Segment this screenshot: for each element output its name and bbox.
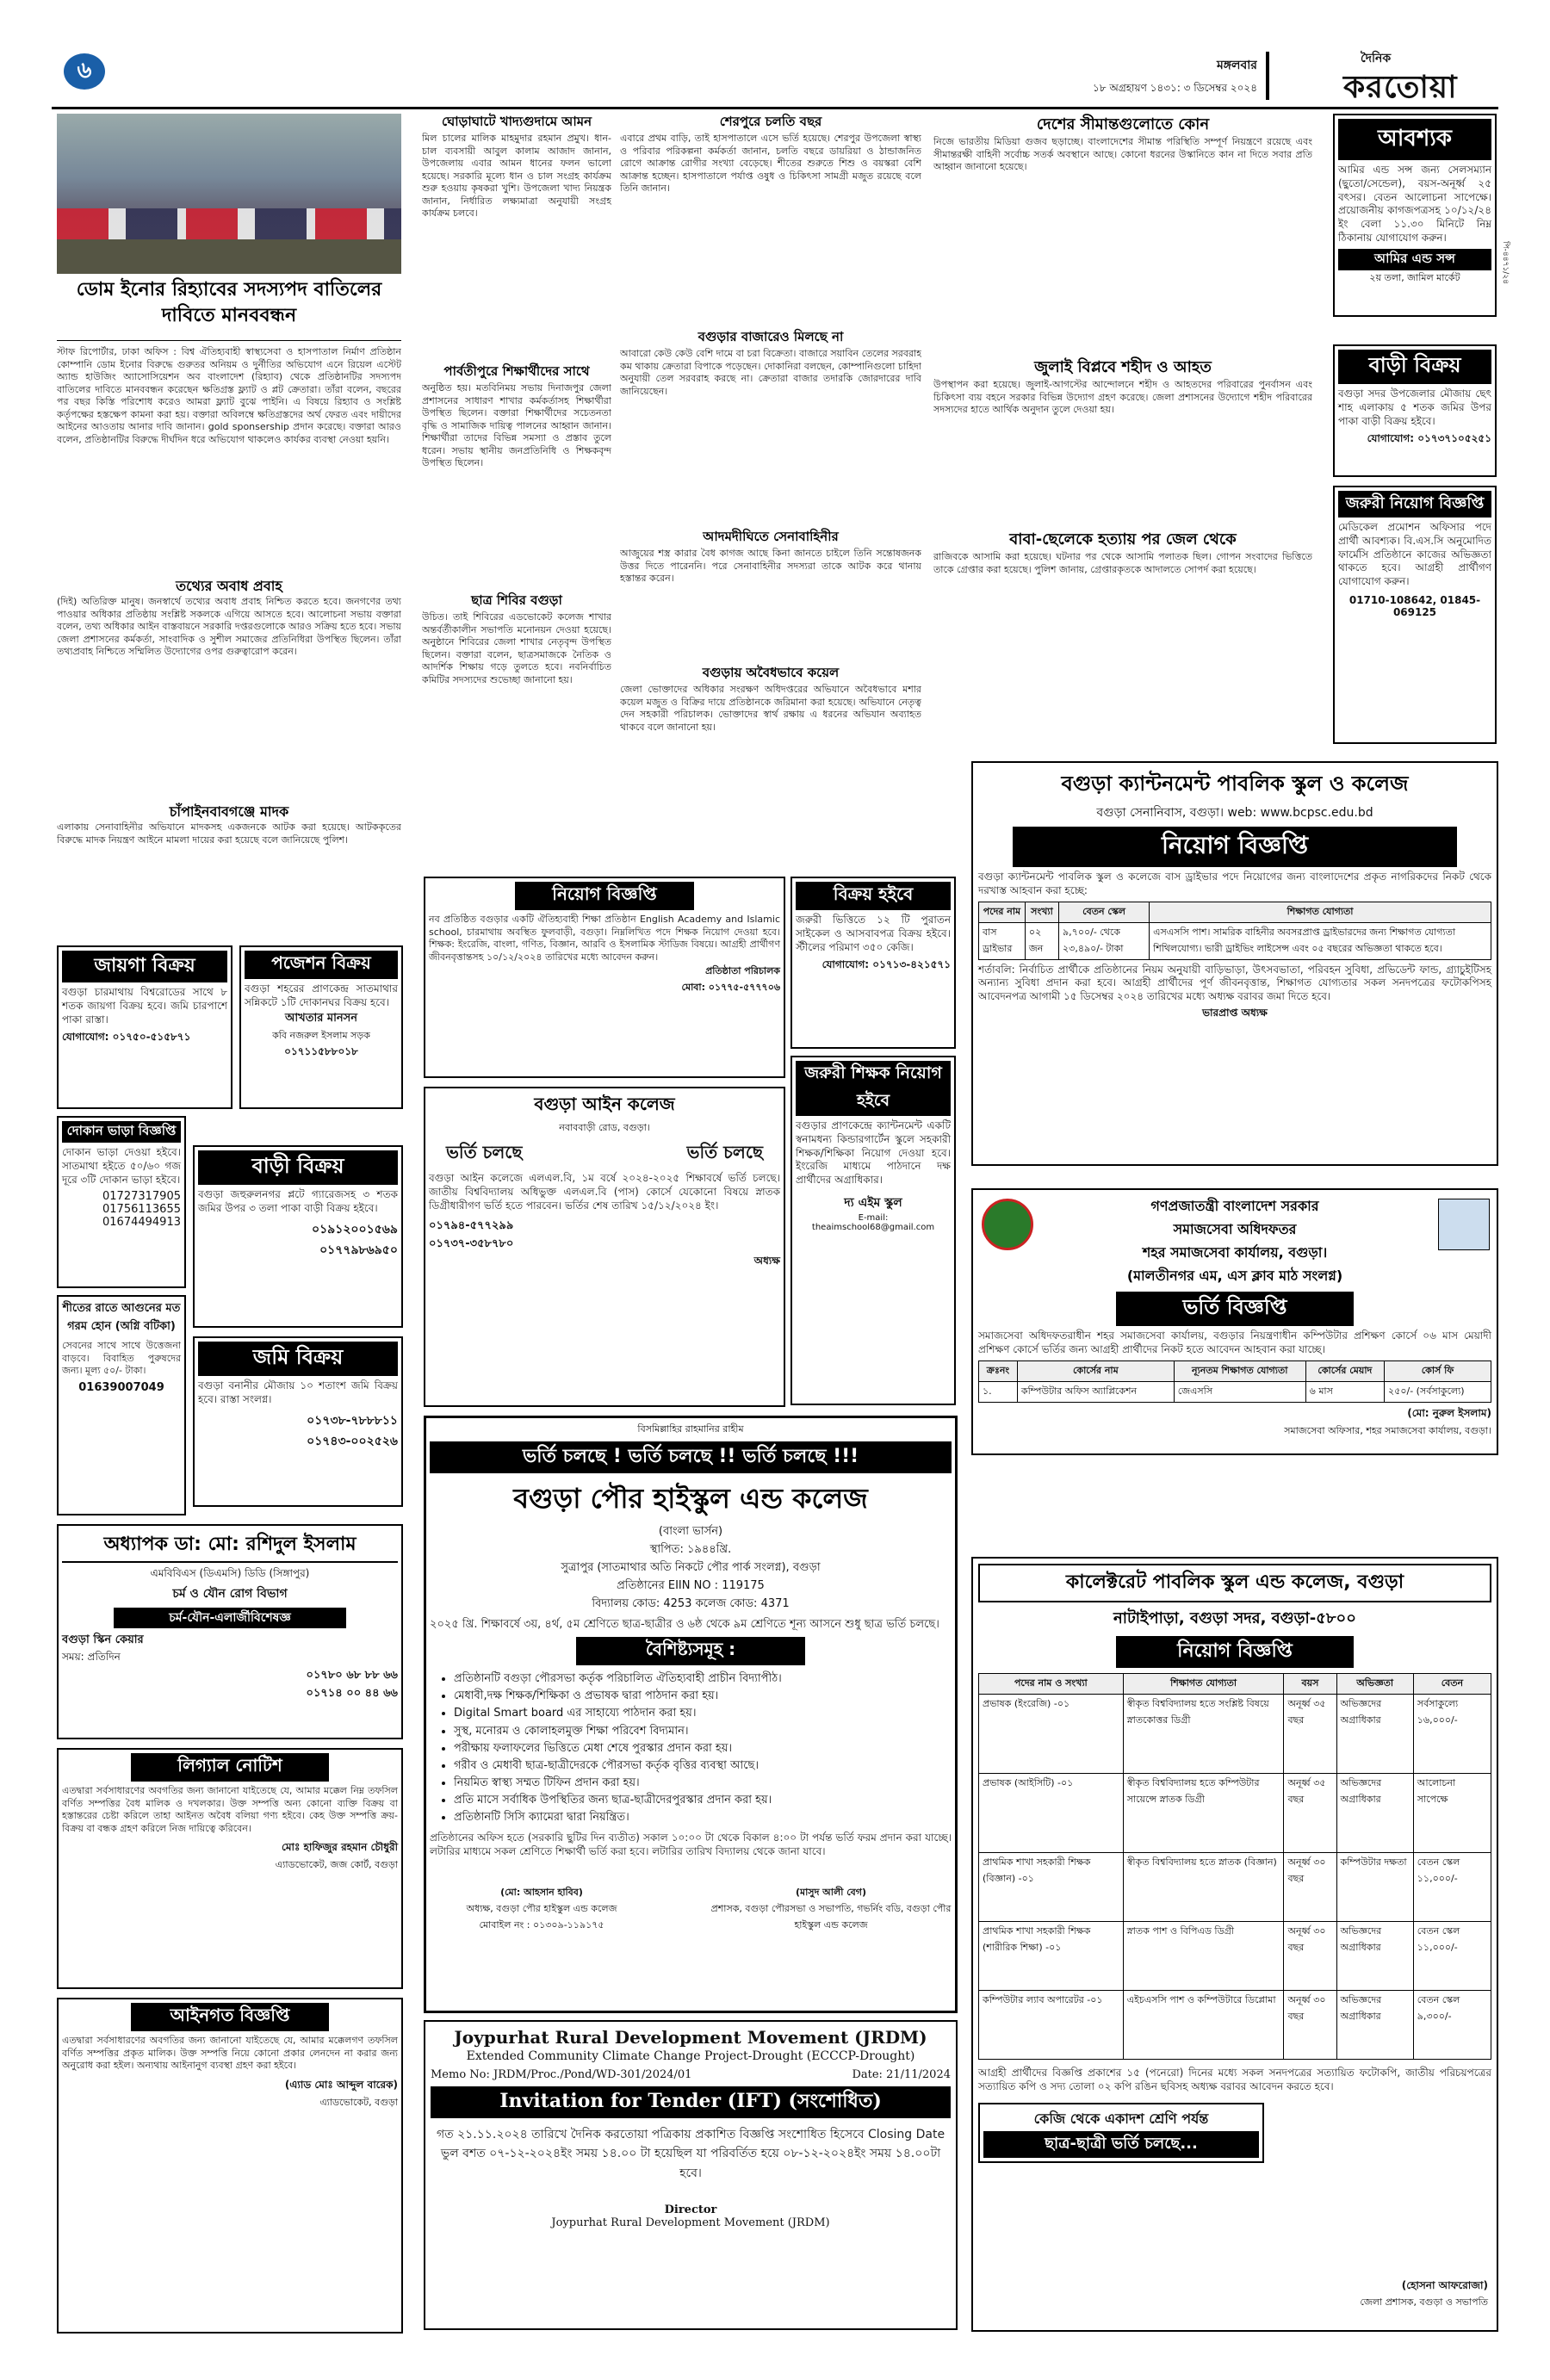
shikkhok-email: E-mail: theaimschool68@gmail.com [811,1213,935,1233]
ad-ain-body: এতদ্বারা সর্বসাধারণের অবগতির জন্য জানানো যাইতেছে যে, আমার মক্কেলগণ তফসিল বর্ণিত সম্পত্তির প্রকৃত মালিক। উক্ত সম্পত্তি নিয়ে কোনো প্রকার লেনদেন না করার জন্য অনুরোধ করা হইল। অন্যথায় আইনানুগ ব্যবস্থা গ্রহণ করা হইবে। [62,2035,398,2072]
ad-pourohigh [424,1416,958,2013]
law-band-right: ভর্তি চলছে [686,1142,763,1162]
list-item: • মেধাবী,দক্ষ শিক্ষক/শিক্ষিকা ও প্রভাষক দ্বারা পাঠদান করা হয়। [454,1688,952,1705]
ad-bari-bikroy-2 [1333,344,1497,477]
collectorate-sign: (হোসনা আফরোজা) [1401,2279,1488,2291]
newspaper-logo-small: দৈনিক [1361,52,1392,65]
ad-pozesson-body: বগুড়া শহরের প্রাণকেন্দ্র সাতমাথার সন্নিকটে ১টি দোকানঘর বিক্রয় হবে। [245,982,398,1008]
ad-shit-phone: 01639007049 [78,1380,164,1394]
story-coil-body: জেলা ভোক্তাদের অধিকার সংরক্ষণ অধিদপ্তরের অভিযানে অবৈধভাবে মশার কয়েল মজুত ও বিক্রির দায়ে প্রতিষ্ঠানকে জরিমানা করা হয়েছে। অভিযানে নেতৃত্ব দেন সহকারী পরিচালক। ভোক্তাদের স্বার্থ রক্ষায় এ ধরনের অভিযান অব্যাহত থাকবে বলে জানানো হয়। [620,684,921,733]
pourohigh-bismillah: বিসমিল্লাহির রাহমানির রাহীম [637,1423,744,1435]
pourohigh-phone-left: মোবাইল নং : ০১৩০৯-১১৯১৭৫ [479,1919,604,1931]
ad-jorurhi-body: মেডিকেল প্রমোশন অফিসার পদে প্রার্থী আবশ্যক। বি.এস.সি অনুমোদিত ফার্মেসি প্রতিষ্ঠানে কাজের অভিজ্ঞতা থাকতে হবে। আগ্রহী প্রার্থীগণ যোগাযোগ করুন। [1338,521,1491,588]
headline-baba-chhele: বাবা-ছেলেকে হত্যায় পর জেল থেকে [1009,530,1237,549]
pourohigh-sub2: স্থাপিত: ১৯৪৪খ্রি. [649,1543,732,1556]
ad-bikroy-hobe [790,877,956,1049]
ad-bari-bikroy-1 [193,1145,403,1328]
law-sign: অধ্যক্ষ [753,1255,780,1267]
story-tottho-body: (দিই) অতিরিক্ত মানুষ। জনস্বার্থে তথ্যের অবাধ প্রবাহ নিশ্চিত করতে হবে। জনগণের তথ্য পাওয়ার অধিকার প্রতিষ্ঠায় সংশ্লিষ্ট সকলকে এগিয়ে আসতে হবে। আলোচনা সভায় বক্তারা বলেন, তথ্য অধিকার আইন বাস্তবায়নে সরকারি দপ্তরগুলোকে আরও সক্রিয় হতে হবে। সভায় জেলা প্রশাসনের কর্মকর্তা, সাংবাদিক ও সুশীল সমাজের প্রতিনিধিরা উপস্থিত ছিলেন। তাঁরা তথ্যপ্রবাহ নিশ্চিতে সম্মিলিত উদ্যোগের ওপর গুরুত্বারোপ করেন। [57,596,401,658]
table-row: প্রভাষক (আইসিটি) -০১ স্বীকৃত বিশ্ববিদ্যালয় হতে কম্পিউটার সায়েন্সে স্নাতক ডিগ্রী অনূর্ধ্ব ৩৫ বছর অভিজ্ঞদের অগ্রাধিকার আলোচনা সাপেক্ষে [979,1774,1491,1853]
bikroy-hobe-body: জরুরী ভিত্তিতে ১২ টি পুরাতন সাইকেল ও আসবাবপত্র বিক্রয় হইবে। স্টীলের পরিমাণ ৩৫০ কেজি। [796,914,951,953]
niyog-mid-sign: প্রতিষ্ঠাতা পরিচালক [705,965,780,977]
pourohigh-eiin: প্রতিষ্ঠানের EIIN NO : 119175 [617,1579,765,1592]
ad-jomi-title: জমি বিক্রয় [198,1342,398,1376]
story-chhatra-shibir-body: উচিত। তাই শিবিরের এডভোকেট কলেজ শাখার অন্তর্বর্তীকালীন সভাপতি মনোনয়ন দেওয়া হয়েছে। অনুষ্ঠানে শিবিরের জেলা শাখার নেতৃবৃন্দ উপস্থিত ছিলেন। বক্তারা বলেন, ছাত্রসমাজকে নৈতিক ও আদর্শিক শিক্ষায় গড়ে তুলতে হবে। নবনির্বাচিত কমিটির সদস্যদের শুভেচ্ছা জানানো হয়। [422,611,611,685]
pourohigh-role-left: অধ্যক্ষ, বগুড়া পৌর হাইস্কুল এন্ড কলেজ [466,1903,617,1915]
ad-abashyak-body: আমির এন্ড সন্স জন্য সেলসম্যান (ছুতো/সেন্ডেল), বয়স-অনূর্ধ্ব ২৫ বৎসর। বেতন আলোচনা সাপেক্ষে। প্রয়োজনীয় কাগজপত্রসহ ১০/১২/২৪ ইং বেলা ১১.৩০ মিনিটে নিম্ন ঠিকানায় যোগাযোগ করুন। [1338,164,1491,245]
law-addr: নবাববাড়ী রোড, বগুড়া। [559,1122,650,1133]
cantonment-sub: বগুড়া সেনানিবাস, বগুড়া। web: www.bcpsc.edu.bd [1096,806,1373,820]
collectorate-role: জেলা প্রশাসক, বগুড়া ও সভাপতি [1360,2296,1488,2308]
ad-abashyak-name: আমির এন্ড সন্স [1338,249,1491,270]
niyog-mid-body: নব প্রতিষ্ঠিত বগুড়ার একটি ঐতিহ্যবাহী শিক্ষা প্রতিষ্ঠান English Academy and Islamic school, চারমাথায় অবস্থিত ফুলবাড়ী, বগুড়া। নিম্নলিখিত পদে শিক্ষক নিয়োগ দেওয়া হবে। শিক্ষক: ইংরেজি, বাংলা, গণিত, বিজ্ঞান, আরবি ও ইসলামিক স্টাডিজ বিষয়ে। আগ্রহী প্রার্থীগণ জীবনবৃত্তান্তসহ ১০/১২/২০২৪ তারিখের মধ্যে আবেদন করুন। [429,914,780,963]
headline-dom: ডোম ইনোর রিহ্যাবের সদস্যপদ বাতিলের দাবিতে মানববন্ধন [57,277,401,341]
ad-abashyak [1333,114,1497,317]
ad-dokan-title: দোকান ভাড়া বিজ্ঞপ্তি [62,1121,181,1143]
pourohigh-band: ভর্তি চলছে ! ভর্তি চলছে !! ভর্তি চলছে !!! [430,1441,952,1473]
ad-jayga-body: বগুড়া চারমাথায় বিশ্বরোডের সাথে ৮ শতক জায়গা বিক্রয় হবে। জমি চারপাশে পাকা রাস্তা। [62,986,227,1026]
headline-coil: বগুড়ায় অবৈধভাবে কয়েল [702,665,840,680]
ad-jomi-body: বগুড়া বনানীর মৌজায় ১০ শতাংশ জমি বিক্রয় হবে। রাস্তা সংলগ্ন। [198,1379,398,1405]
ad-bari1-title: বাড়ী বিক্রয় [198,1150,398,1185]
jrdm-org: Joypurhat Rural Development Movement (JRDM) [551,2216,830,2230]
ad-dokan-phone-2: 01756113655 [102,1203,181,1217]
collectorate-admission-box [978,2103,1264,2163]
law-phone-1: ০১৭৯৪-৫৭৭২৯৯ [429,1219,514,1233]
shikkhok-name: দ্য এইম স্কুল [844,1196,902,1211]
ad-bari1-phone-1: ০১৯১২০০১৫৬৯ [311,1222,398,1236]
ad-ain-role: এ্যাডভোকেট, বগুড়া [319,2096,398,2108]
ad-pozesson-name: আখতার মানসন [285,1011,357,1025]
jrdm-title: Joypurhat Rural Development Movement (JRDM) [454,2027,927,2048]
ad-ain-sign: (এ্যাড মোঃ আব্দুল বারেক) [284,2078,398,2091]
ad-jayga-bikroy [57,945,232,1109]
collectorate-admit-body: ছাত্র-ছাত্রী ভর্তি চলছে... [983,2131,1259,2158]
news-photo [57,114,401,274]
ad-bari2-body: বগুড়া সদর উপজেলার মৌজায় ছেৎ শাহ এলাকায় ৫ শতক জমির উপর পাকা বাড়ী বিক্রয় হইবে। [1338,387,1491,427]
table-row: প্রাথমিক শাখা সহকারী শিক্ষক (শারীরিক শিক্ষা) -০১ স্নাতক পাশ ও বিপিএড ডিগ্রী অনূর্ধ্ব ৩০ বছর অভিজ্ঞদের অগ্রাধিকার বেতন স্কেল ১১,০০০/- [979,1922,1491,1991]
headline-chapai: চাঁপাইনবাবগঞ্জে মাদক [169,803,289,820]
story-border-body: নিজে ভারতীয় মিডিয়া গুজব ছড়াচ্ছে। বাংলাদেশের সীমান্ত পরিস্থিতি সম্পূর্ণ নিয়ন্ত্রণে রয়েছে এবং সীমান্তরক্ষী বাহিনী সর্বোচ্চ সতর্ক অবস্থানে আছে। কোনো ধরনের উস্কানিতে কান না দিতে সবার প্রতি আহ্বান জানানো হয়েছে। [933,136,1312,173]
cantonment-band: নিয়োগ বিজ্ঞপ্তি [1013,827,1457,867]
ad-legal-body: এতদ্বারা সর্বসাধারণের অবগতির জন্য জানানো যাইতেছে যে, আমার মক্কেল নিম্ন তফসিল বর্ণিত সম্পত্তির বৈধ মালিক ও দখলকার। উক্ত সম্পত্তি অন্য কোনো ব্যক্তি বিক্রয় বা হস্তান্তরের চেষ্টা করিলে তাহা আইনত অবৈধ বলিয়া গণ্য হইবে। কেহ উক্ত সম্পত্তি ক্রয়-বিক্রয় বা বন্ধক গ্রহণ করিলে নিজ দায়িত্বে করিবেন। [62,1785,398,1834]
story-parbatipur-body: অনুষ্ঠিত হয়। মতবিনিময় সভায় দিনাজপুর জেলা প্রশাসনের সাধারণ শাখার কর্মকর্তাসহ শিক্ষার্থীরা উপস্থিত ছিলেন। বক্তারা শিক্ষার্থীদের সচেতনতা বৃদ্ধি ও সামাজিক দায়িত্ব পালনের আহ্বান জানান। শিক্ষার্থীরা তাদের বিভিন্ন সমস্যা ও প্রস্তাব তুলে ধরেন। সভায় স্থানীয় জনপ্রতিনিধি ও শিক্ষকবৃন্দ উপস্থিত ছিলেন। [422,382,611,469]
ad-adhyapok-phone-2: ০১৭১৪ ০০ ৪৪ ৬৬ [306,1687,398,1700]
ad-legal-title: লিগ্যাল নোটিশ [131,1753,329,1782]
list-item: • গরীব ও মেধাবী ছাত্র-ছাত্রীদেরকে পৌরসভা কর্তৃক বৃত্তির ব্যবস্থা আছে। [454,1757,952,1775]
newspaper-logo [1274,50,1498,102]
list-item: • সুস্থ, মনোরম ও কোলাহলমুক্ত শিক্ষা পরিবেশ বিদ্যমান। [454,1723,952,1740]
story-bogura-bazar-body: আবারো কেউ কেউ বেশি দামে বা চরা বিক্রেতা। বাজারে সয়াবিন তেলের সরবরাহ কম থাকায় ক্রেতারা বিপাকে পড়েছেন। দোকানিরা বলছেন, কোম্পানিগুলো চাহিদা অনুযায়ী তেল সরবরাহ করছে না। ক্রেতারা বাজার তদারকি জোরদারের দাবি জানিয়েছেন। [620,348,921,397]
page-number-badge [64,53,105,90]
ad-shit-title: শীতের রাতে আগুনের মত গরম হোন (অগ্নি বটিকা) [62,1302,181,1333]
samajseba-body: সমাজসেবা অধিদফতরাধীন শহর সমাজসেবা কার্যালয়, বগুড়ার নিয়ন্ত্রণাধীন কম্পিউটার প্রশিক্ষণ কোর্সে ০৬ মাস মেয়াদী প্রশিক্ষণ কোর্সে ভর্তির জন্য আগ্রহী প্রার্থীদের নিকট হতে আবেদন আহবান করা যাচ্ছে। [978,1329,1491,1355]
ad-pozesson-title: পজেশন বিক্রয় [245,951,398,979]
headline-parbatipur: পার্বতীপুরে শিক্ষার্থীদের সাথে [443,363,590,379]
cantonment-sign: ভারপ্রাপ্ত অধ্যক্ষ [1202,1007,1268,1020]
ad-bari1-phone-2: ০১৭৭৯৮৬৯৫০ [319,1243,398,1257]
ad-adhyapok-chamber: বগুড়া স্কিন কেয়ার [62,1633,144,1646]
collectorate-admit-title: কেজি থেকে একাদশ শ্রেণি পর্যন্ত [1033,2110,1209,2127]
story-july-body: উপস্থাপন করা হয়েছে। জুলাই-আগস্টের আন্দোলনে শহীদ ও আহতদের পরিবারের পুনর্বাসন এবং চিকিৎসা ব্যয় বহনে সরকার বিভিন্ন উদ্যোগ গ্রহণ করেছে। জেলা প্রশাসনের উদ্যোগে শহীদ পরিবারের সদস্যদের হাতে আর্থিক অনুদান তুলে দেওয়া হয়। [933,379,1312,416]
masthead [52,50,1498,103]
masthead-rule [52,107,1498,109]
pourohigh-features [430,1670,952,1826]
ad-ainogoto [57,1998,403,2334]
ad-legal-role: এ্যাডভোকেট, জজ কোর্ট, বগুড়া [275,1859,398,1871]
samajseba-sign: (মো: নুরুল ইসলাম) [1407,1406,1491,1419]
collectorate-band: নিয়োগ বিজ্ঞপ্তি [1116,1636,1354,1668]
ad-jorurhi-title: জরুরী নিয়োগ বিজ্ঞপ্তি [1338,491,1491,518]
ad-adhyapok [57,1524,403,1739]
pourohigh-code: বিদ্যালয় কোড: 4253 কলেজ কোড: 4371 [592,1597,790,1610]
law-phone-2: ০১৭৩৭-৩৫৮৭৮০ [429,1237,514,1251]
story-chapai-body: এলাকায় সেনাবাহিনীর অভিযানে মাদকসহ একজনকে আটক করা হয়েছে। আটককৃতের বিরুদ্ধে মাদক নিয়ন্ত্রণ আইনে মামলা দায়ের করা হয়েছে বলে জানিয়েছে পুলিশ। [57,821,401,846]
ad-adhyapok-title: অধ্যাপক ডা: মো: রশিদুল ইসলাম [62,1529,398,1563]
jrdm-body: গত ২১.১১.২০২৪ তারিখে দৈনিক করতোয়া পত্রিকায় প্রকাশিত বিজ্ঞপ্তি সংশোধিত হিসেবে Closing Date ভুল বশত ০৭-১২-২০২৪ইং সময় ১৪.০০ টা হয়েছিল যা পরিবর্তিত হয়ে ০৮-১২-২০২৪ইং সময় ১৪.০০টা হবে। [436,2128,946,2180]
headline-tottho: তথ্যের অবাধ প্রবাহ [176,578,282,594]
ad-shit-body: সেবনের সাথে সাথে উত্তেজনা বাড়বে। বিবাহিত পুরুষদের জন্য। মূল্য ৫০/- টাকা। [62,1340,181,1377]
story-sherpur-body: এবারে প্রথম বাড়ি, তাই হাসপাতালে এসে ভর্তি হয়েছে। শেরপুর উপজেলা স্বাস্থ্য ও পরিবার পরিকল্পনা কর্মকর্তা জানান, চলতি বছরে ডায়রিয়া ও ঠান্ডাজনিত রোগে আক্রান্ত রোগীর সংখ্যা বেড়েছে। শীতের শুরুতে শিশু ও বয়স্করা বেশি আক্রান্ত হচ্ছেন। হাসপাতালে পর্যাপ্ত ওষুধ ও চিকিৎসা সামগ্রী মজুত রয়েছে বলে তিনি জানান। [620,133,921,195]
jrdm-band: Invitation for Tender (IFT) (সংশোধিত) [431,2086,951,2118]
ad-adhyapok-band: চর্ম-যৌন-এলার্জীবিশেষজ্ঞ [114,1608,346,1628]
ad-bari1-body: বগুড়া জহুরুলনগর প্লটে গ্যারেজসহ ৩ শতক জমির উপর ৩ তলা পাকা বাড়ী বিক্রয় হইবে। [198,1188,398,1214]
cantonment-table: পদের নাম সংখ্যা বেতন স্কেল শিক্ষাগত যোগ্যতা বাস ড্রাইভার ০২ জন ৯,৭০০/- থেকে ২৩,৪৯০/- টাকা এসএসসি পাশ। সামরিক বাহিনীর অবসরপ্রাপ্ত ড্রাইভারদের জন্য শিক্ষাগত যোগ্যতা শিথিলযোগ্য। ভারী ড্রাইভিং লাইসেন্স এবং ০৫ বছরের অভিজ্ঞতা থাকতে হবে। [978,902,1491,960]
ad-jrdm [424,2020,958,2330]
shikkhok-body: বগুড়ার প্রাণকেন্দ্রে ক্যান্টনমেন্ট একটি স্বনামধন্য কিন্ডারগার্টেন স্কুলে সহকারী শিক্ষক/শিক্ষিকা নিয়োগ দেওয়া হবে। ইংরেজি মাধ্যমে পাঠদানে দক্ষ প্রার্থীদের অগ্রাধিকার। [796,1119,951,1187]
bikroy-hobe-phone: যোগাযোগ: ০১৭১৩-৪২১৫৭১ [822,958,951,971]
ad-jomi-bikroy [193,1336,403,1507]
samajseba-table: ক্রঃনং কোর্সের নাম ন্যূনতম শিক্ষাগত যোগ্যতা কোর্সের মেয়াদ কোর্স ফি ১. কম্পিউটার অফিস অ্যাপ্লিকেশন জেএসসি ৬ মাস ২৫০/- (সর্বসাকুল্যে) [978,1360,1491,1403]
shikkhok-title: জরুরী শিক্ষক নিয়োগ হইবে [796,1061,951,1116]
pourohigh-intro: ২০২৫ খ্রি. শিক্ষাবর্ষে ৩য়, ৪র্থ, ৫ম শ্রেণিতে ছাত্র-ছাত্রীর ও ৬ষ্ঠ থেকে ৯ম শ্রেণিতে শূন্য আসনে শুধু ছাত্র ভর্তি চলছে। [430,1618,939,1631]
headline-border: দেশের সীমান্তগুলোতে কোন [1036,115,1210,133]
jrdm-date: Date: 21/11/2024 [852,2068,951,2081]
ad-jayga-title: জায়গা বিক্রয় [62,951,227,982]
pourohigh-office: প্রতিষ্ঠানের অফিস হতে (সরকারি ছুটির দিন ব্যতীত) সকাল ১০:০০ টা থেকে বিকাল ৪:০০ টা পর্যন্ত ভর্তি ফরম প্রদান করা যাচ্ছে। লটারির মাধ্যমে সকল শ্রেণিতে শিক্ষার্থী ভর্তি করা হবে। লটারির তারিখ বিদ্যালয় থেকে জানা যাবে। [430,1831,952,1858]
jrdm-memo: Memo No: JRDM/Proc./Pond/WD-301/2024/01 [431,2068,692,2081]
ad-dokan-bhara [57,1116,186,1288]
ad-jomi-phone-1: ০১৭৩৮-৭৮৮৮১১ [307,1413,398,1428]
law-band-left: ভর্তি চলছে [446,1142,523,1162]
niyog-mid-title: নিয়োগ বিজ্ঞপ্তি [515,882,694,910]
story-baba-chhele-body: রাজিবকে আসামি করা হয়েছে। ঘটনার পর থেকে আসামি পলাতক ছিল। গোপন সংবাদের ভিত্তিতে তাকে গ্রেপ্তার করা হয়েছে। পুলিশ জানায়, গ্রেপ্তারকৃতকে আদালতে সোপর্দ করা হয়েছে। [933,551,1312,575]
pourohigh-title: বগুড়া পৌর হাইস্কুল এন্ড কলেজ [513,1482,868,1515]
headline-sherpur: শেরপুরে চলতি বছর [719,114,822,129]
samajseba-addr: (মালতীনগর এম, এস ক্লাব মাঠ সংলগ্ন) [1126,1267,1343,1284]
list-item: • প্রতি মাসে সর্বাধিক উপস্থিতির জন্য ছাত্র-ছাত্রীদেরপুরস্কার প্রদান করা হয়। [454,1792,952,1809]
cantonment-intro: বগুড়া ক্যান্টনমেন্ট পাবলিক স্কুল ও কলেজে বাস ড্রাইভার পদে নিয়োগের জন্য বাংলাদেশের প্রকৃত নাগরিকদের নিকট থেকে দরখাস্ত আহবান করা হচ্ছে: [978,871,1491,896]
ad-jorurhi-niyog [1333,486,1497,744]
ad-adhyapok-phone-1: ০১৭৮০ ৬৮ ৮৮ ৬৬ [306,1669,398,1682]
pourohigh-feat-title: বৈশিষ্ট্যসমূহ : [576,1637,805,1665]
ad-adhyapok-spec: চর্ম ও যৌন রোগ বিভাগ [172,1587,288,1601]
ad-bari2-phone: যোগাযোগ: ০১৭৩৭১০৫২৫১ [1367,432,1491,445]
list-item: • প্রতিষ্ঠানটি সিসি ক্যামেরা দ্বারা নিয়ন্ত্রিত। [454,1809,952,1826]
ad-samajseba [971,1188,1498,1455]
ad-law-college [424,1087,785,1407]
ad-jorurhi-phones: 01710-108642, 01845-069125 [1348,594,1481,619]
ad-ain-title: আইনগত বিজ্ঞপ্তি [131,2003,329,2031]
niyog-mid-phone: মোবা: ০১৭৭৫-৫৭৭৭০৬ [681,982,780,994]
newspaper-logo-name: করতোয়া [1343,70,1458,102]
jrdm-project: Extended Community Climate Change Project-Drought (ECCCP-Drought) [466,2049,915,2063]
pourohigh-role-right: প্রশাসক, বগুড়া পৌরসভা ও সভাপতি, গভর্নিং বডি, বগুড়া পৌর হাইস্কুল এন্ড কলেজ [710,1903,952,1931]
ad-cantonment [971,761,1498,1166]
jrdm-sign: Director [664,2203,717,2217]
samajseba-logo-icon [1438,1199,1490,1250]
gov-seal-icon [982,1199,1033,1250]
ad-abashyak-addr: ২য় তলা, জামিল মার্কেট [1369,271,1460,283]
list-item: • প্রতিষ্ঠানটি বগুড়া পৌরসভা কর্তৃক পরিচালিত ঐতিহ্যবাহী প্রাচীন বিদ্যাপীঠ। [454,1670,952,1688]
list-item: • নিয়মিত স্বাস্থ্য সম্মত টিফিন প্রদান করা হয়। [454,1775,952,1792]
list-item: • Digital Smart board এর সাহায্যে পাঠদান করা হয়। [454,1705,952,1722]
ad-code: পি-৪৪৭১/২৪ [1501,241,1510,285]
ad-collectorate [971,1557,1498,2332]
ad-bari2-title: বাড়ী বিক্রয় [1338,350,1491,384]
page-number: ৬ [77,58,92,84]
pourohigh-sign-left: (মো: আহসান হাবিব) [500,1887,583,1899]
cantonment-title: বগুড়া ক্যান্টনমেন্ট পাবলিক স্কুল ও কলেজ [1061,772,1409,796]
samajseba-gov: গণপ্রজাতন্ত্রী বাংলাদেশ সরকার [1150,1198,1319,1214]
table-row: প্রাথমিক শাখা সহকারী শিক্ষক (বিজ্ঞান) -০১ স্বীকৃত বিশ্ববিদ্যালয় হতে স্নাতক (বিজ্ঞান) অনূর্ধ্ব ৩০ বছর কম্পিউটার দক্ষতা বেতন স্কেল ১১,০০০/- [979,1853,1491,1922]
story-ghoraghat-body: মিল চালের মালিক মাহমুদার রহমান প্রমুখ। ধান-চাল ব্যবসায়ী আবুল কালাম আজাদ জানান, উপজেলায় এবার আমন ধানের ফলন ভালো হয়েছে। সরকারি মূল্যে ধান ও চাল সংগ্রহ কার্যক্রম শুরু হওয়ায় কৃষকরা খুশি। উপজেলা খাদ্য নিয়ন্ত্রক জানান, নির্ধারিত লক্ষ্যমাত্রা অনুযায়ী সংগ্রহ কার্যক্রম চলবে। [422,133,611,220]
collectorate-table: পদের নাম ও সংখ্যা শিক্ষাগত যোগ্যতা বয়স অভিজ্ঞতা বেতন প্রভাষক (ইংরেজি) -০১ স্বীকৃত বিশ্ববিদ্যালয় হতে সংশ্লিষ্ট বিষয়ে স্নাতকোত্তর ডিগ্রী অনূর্ধ্ব ৩৫ বছর অভিজ্ঞদের অগ্রাধিকার সর্বসাকুল্যে ১৬,০০০/- প্রভাষক (আইসিটি) -০১ স্বীকৃত বিশ্ববিদ্যালয় হতে কম্পিউটার সায়েন্সে স্নাতক ডিগ্রী অনূর্ধ্ব ৩৫ বছর অভিজ্ঞদের অগ্রাধিকার আলোচনা সাপেক্ষে প্রাথমিক শাখা সহকারী শিক্ষক (বিজ্ঞান) -০১ স্বীকৃত বিশ্ববিদ্যালয় হতে স্নাতক (বিজ্ঞান) অনূর্ধ্ব ৩০ বছর কম্পিউটার দক্ষতা বেতন স্কেল ১১,০০০/- প্রাথমিক শাখা সহকারী শিক্ষক (শারীরিক শিক্ষা) -০১ স্নাতক পাশ ও বিপিএড ডিগ্রী অনূর্ধ্ব ৩০ বছর অভিজ্ঞদের অগ্রাধিকার বেতন স্কেল ১১,০০০/- কম্পিউটার ল্যাব অপারেটর -০১ এইচএসসি পাশ ও কম্পিউটারে ডিপ্লোমা অনূর্ধ্ব ৩০ বছর অভিজ্ঞদের অগ্রাধিকার বেতন স্কেল ৯,৩০০/- [978,1673,1491,2060]
ad-jorurhi-shikkhok [790,1056,956,1405]
ad-adhyapok-time: সময়: প্রতিদিন [62,1651,121,1663]
ad-niyog-mid [424,877,785,1078]
collectorate-addr: নাটাইপাড়া, বগুড়া সদর, বগুড়া-৫৮০০ [1113,1609,1356,1627]
table-row: কম্পিউটার ল্যাব অপারেটর -০১ এইচএসসি পাশ ও কম্পিউটারে ডিপ্লোমা অনূর্ধ্ব ৩০ বছর অভিজ্ঞদের অগ্রাধিকার বেতন স্কেল ৯,৩০০/- [979,1991,1491,2060]
headline-bogura-bazar: বগুড়ার বাজারেও মিলছে না [698,329,844,344]
pourohigh-sub1: (বাংলা ভার্সন) [658,1525,723,1538]
pourohigh-sub3: সুত্রাপুর (সাতমাথার অতি নিকটে পৌর পার্ক সংলগ্ন), বগুড়া [561,1561,821,1574]
ad-legal-notice [57,1748,403,1989]
headline-adamdighi: আদমদীঘিতে সেনাবাহিনীর [703,529,839,544]
list-item: • পরীক্ষায় ফলাফলের ভিত্তিতে মেধা শেষে পুরস্কার প্রদান করা হয়। [454,1740,952,1757]
ad-pozesson-addr: কবি নজরুল ইসলাম সড়ক [272,1029,370,1041]
ad-shit-ratey [57,1295,186,1515]
ad-adhyapok-degree: এমবিবিএস (ডিএমসি) ডিডি (সিঙ্গাপুর) [150,1567,310,1579]
table-row: প্রভাষক (ইংরেজি) -০১ স্বীকৃত বিশ্ববিদ্যালয় হতে সংশ্লিষ্ট বিষয়ে স্নাতকোত্তর ডিগ্রী অনূর্ধ্ব ৩৫ বছর অভিজ্ঞদের অগ্রাধিকার সর্বসাকুল্যে ১৬,০০০/- [979,1695,1491,1774]
ad-dokan-phone-3: 01674494913 [102,1216,181,1230]
ad-pozesson [239,945,403,1109]
ad-jomi-phone-2: ০১৭৪৩-০০২৫২৬ [307,1434,398,1448]
ad-dokan-body: দোকান ভাড়া দেওয়া হইবে। সাতমাথা হইতে ৫০/৬০ গজ দূরে ৩টি দোকান ভাড়া হইবে। [62,1146,181,1186]
story-adamdighi-body: আজুয়ের শস্ত্র কারার বৈধ কাগজ আছে কিনা জানতে চাইলে তিনি সন্তোষজনক উত্তর দিতে পারেননি। পরে সেনাবাহিনীর সদস্যরা তাকে আটক করে থানায় হস্তান্তর করেন। [620,548,921,585]
protest-banner [57,208,401,239]
ad-jayga-phone: যোগাযোগ: ০১৭৫০-৫১৫৮৭১ [62,1031,191,1044]
masthead-date: ১৮ অগ্রহায়ণ ১৪৩১: ৩ ডিসেম্বর ২০২৪ [1092,82,1257,94]
bikroy-hobe-title: বিক্রয় হইবে [796,882,951,910]
ad-legal-sign: মোঃ হাফিজুর রহমান চৌধুরী [281,1841,398,1854]
headline-july: জুলাই বিপ্লবে শহীদ ও আহত [1034,358,1212,376]
collectorate-terms: আগ্রহী প্রার্থীদের বিজ্ঞপ্তি প্রকাশের ১৫ (পনেরো) দিনের মধ্যে সকল সনদপত্রের সত্যায়িত ফটোকপি, জাতীয় পরিচয়পত্রের সত্যায়িত কপি ও সদ্য তোলা ০২ কপি রঙিন ছবিসহ অধ্যক্ষ বরাবর আবেদন করতে হবে। [978,2067,1491,2092]
samajseba-dept: সমাজসেবা অধিদফতর [1173,1221,1297,1237]
ad-dokan-phone-1: 01727317905 [102,1190,181,1204]
story-dom-body: স্টাফ রিপোর্টার, ঢাকা অফিস : বিশ্ব ঐতিহ্যবাহী স্বাস্থ্যসেবা ও হাসপাতাল নির্মাণ প্রতিষ্ঠান কোম্পানি ডোম ইনোর বিরুদ্ধে গুরুতর অনিয়ম ও দুর্নীতির অভিযোগ এনে রিয়েল এস্টেট অ্যান্ড হাউজিং অ্যাসোসিয়েশন অব বাংলাদেশ (রিহ্যাব) থেকে প্রতিষ্ঠানটির সদস্যপদ বাতিলের দাবিতে মানববন্ধন করেছেন ক্ষতিগ্রস্ত ফ্ল্যাট ও প্লট ক্রেতারা। তাঁরা বলেন, বছরের পর বছর কিস্তি পরিশোধ করেও আমরা ফ্ল্যাট বুঝে পাইনি। এ বিষয়ে রিহ্যাব ও সংশ্লিষ্ট কর্তৃপক্ষের হস্তক্ষেপ কামনা করা হয়। বক্তারা অবিলম্বে ক্ষতিগ্রস্তদের অর্থ ফেরত এবং দায়ীদের আইনের আওতায় আনার দাবি জানান। gold sponsership প্রদান করেছে। বক্তারা আরও বলেন, প্রতিষ্ঠানটির বিরুদ্ধে দীর্ঘদিন ধরে অভিযোগ থাকলেও কার্যকর ব্যবস্থা নেওয়া হয়নি। [57,346,401,445]
ad-abashyak-title: আবশ্যক [1338,119,1491,160]
samajseba-role: সমাজসেবা অফিসার, শহর সমাজসেবা কার্যালয়, বগুড়া। [1284,1424,1491,1436]
law-body: বগুড়া আইন কলেজে এলএল.বি, ১ম বর্ষে ২০২৪-২০২৫ শিক্ষাবর্ষে ভর্তি চলছে। জাতীয় বিশ্ববিদ্যালয় অধিভুক্ত এলএল.বি (পাস) কোর্সে যেকোনো বিষয়ে স্নাতক ডিগ্রীধারীগণ ভর্তি হতে পারবেন। ভর্তির শেষ তারিখ ১৫/১২/২০২৪ ইং। [429,1172,780,1212]
masthead-day: মঙ্গলবার [1216,59,1257,72]
headline-ghoraghat: ঘোড়াঘাটে খাদ্যগুদামে আমন [441,114,592,129]
collectorate-title: কালেক্টরেট পাবলিক স্কুল এন্ড কলেজ, বগুড়া [978,1564,1491,1602]
pourohigh-sign-right: (মাসুদ আলী বেগ) [795,1887,867,1899]
cantonment-terms: শর্তাবলি: নির্বাচিত প্রার্থীকে প্রতিষ্ঠানের নিয়ম অনুযায়ী বাড়িভাড়া, উৎসবভাতা, পরিবহন সুবিধা, প্রভিডেন্ট ফান্ড, গ্র্যাচুইটিসহ অন্যান্য সুবিধা প্রদান করা হবে। আগ্রহী প্রার্থীদের পূর্ণ জীবনবৃত্তান্ত, শিক্ষাগত যোগ্যতার সকল সনদপত্রের ফটোকপিসহ আবেদনপত্র আগামী ১৫ ডিসেম্বর ২০২৪ তারিখের মধ্যে অধ্যক্ষ বরাবর জমা দিতে হবে। [978,963,1491,1003]
ad-pozesson-phone: ০১৭১১৫৮৮০১৮ [284,1044,358,1057]
samajseba-office: শহর সমাজসেবা কার্যালয়, বগুড়া। [1142,1244,1328,1261]
law-title: বগুড়া আইন কলেজ [534,1094,675,1114]
headline-chhatra-shibir: ছাত্র শিবির বগুড়া [471,592,562,608]
samajseba-band: ভর্তি বিজ্ঞপ্তি [1116,1292,1354,1326]
